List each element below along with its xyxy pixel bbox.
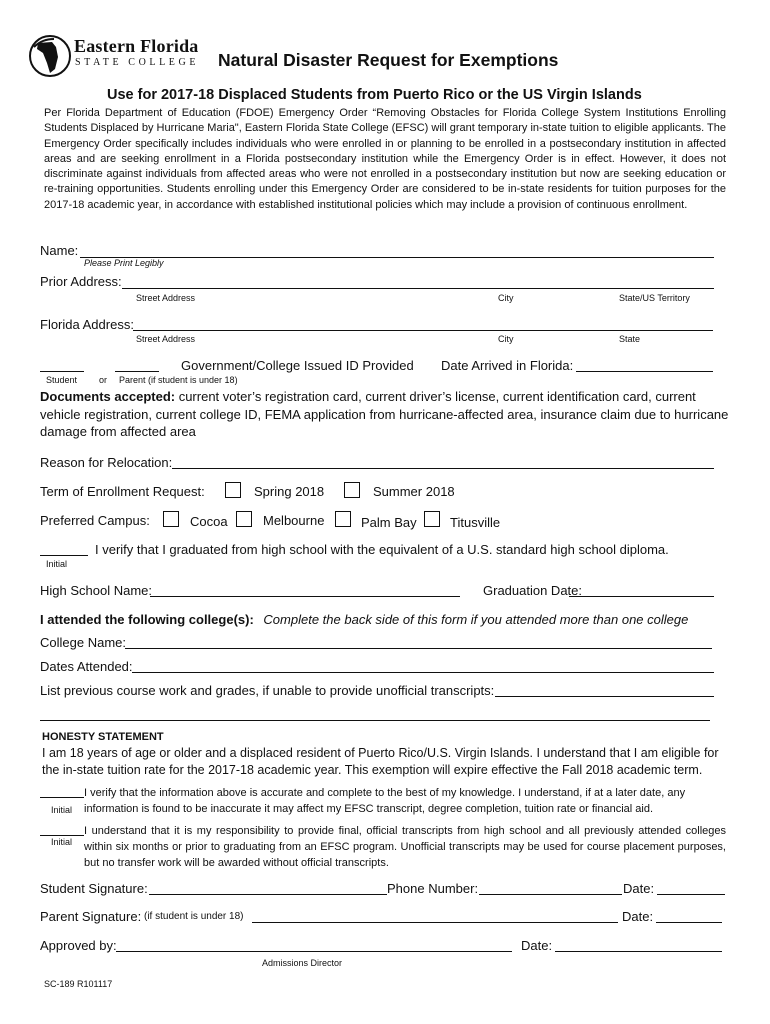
college-name-label: College Name:: [40, 635, 126, 650]
hs-initial-field[interactable]: [40, 555, 88, 556]
accuracy-statement: I verify that the information above is accurate and complete to the best of my knowledge. I understand, if at a later date, any information is found to be inaccurate it may affect my EFSC transcript, degree completion, tuition rate or financial aid.: [84, 787, 686, 815]
dates-attended-field[interactable]: [132, 672, 714, 673]
titusville-checkbox[interactable]: [424, 511, 440, 527]
melbourne-checkbox[interactable]: [236, 511, 252, 527]
student-signature-field[interactable]: [149, 894, 387, 895]
logo-name: Eastern Florida: [74, 36, 199, 56]
approved-date-field[interactable]: [555, 951, 722, 952]
term-label: Term of Enrollment Request:: [40, 484, 205, 499]
intro-paragraph: Per Florida Department of Education (FDOE) Emergency Order “Removing Obstacles for Florida College System Institutions Enrolling Students Displaced by Hurricane Maria", Eastern Florida State College (EFSC) will grant temporary in-state tuition to eligible applicants. The Emergency Order specifically includes individuals who were enrolled in or planning to be enrolled in a postsecondary institution in affected areas and are seeking enrollment in a Florida postsecondary institution while the Emergency Order is in effect. However, it does not discriminate against individuals from affected areas who were not enrolled in a postsecondary institution but now are seeking education or re-training opportunities. Students enrolling under this Emergency Order are considered to be in-state residents for tuition purposes for the 2017-18 academic year, in accordance with established institutional policies which may include a provision of continuous enrollment.: [44, 107, 726, 211]
titusville-label: Titusville: [450, 515, 501, 530]
honesty-heading: HONESTY STATEMENT: [42, 731, 164, 743]
parent-caption: Parent (if student is under 18): [119, 375, 238, 385]
student-initial-field[interactable]: [40, 371, 84, 372]
college-name-field[interactable]: [125, 648, 712, 649]
prior-street-caption: Street Address: [136, 293, 196, 303]
page-subtitle: Use for 2017-18 Displaced Students from Puerto Rico or the US Virgin Islands: [107, 87, 642, 103]
florida-street-caption: Street Address: [136, 334, 196, 344]
date-arrived-label: Date Arrived in Florida:: [441, 358, 574, 373]
date-arrived-field[interactable]: [576, 371, 713, 372]
florida-address-field[interactable]: [133, 330, 713, 331]
course-work-label: List previous course work and grades, if unable to provide unofficial transcripts:: [40, 683, 495, 698]
florida-logo-icon: [28, 33, 74, 79]
florida-address-label: Florida Address:: [40, 317, 134, 332]
or-caption: or: [99, 375, 108, 385]
page-title: Natural Disaster Request for Exemptions: [218, 50, 559, 70]
prior-city-caption: City: [498, 293, 514, 303]
student-date-field[interactable]: [657, 894, 725, 895]
hs-initial-caption: Initial: [46, 559, 68, 569]
transcript-initial-caption: Initial: [51, 837, 73, 847]
transcript-initial-field[interactable]: [40, 835, 84, 836]
documents-accepted: [40, 388, 730, 441]
attended-label: I attended the following college(s):: [40, 612, 254, 627]
palm-bay-label: Palm Bay: [361, 515, 417, 530]
name-label: Name:: [40, 243, 79, 258]
approved-by-field[interactable]: [116, 951, 512, 952]
phone-number-label: Phone Number:: [387, 881, 479, 896]
name-hint: Please Print Legibly: [84, 258, 164, 268]
phone-number-field[interactable]: [479, 894, 622, 895]
graduation-date-field[interactable]: [569, 596, 714, 597]
accuracy-initial-caption: Initial: [51, 805, 73, 815]
admissions-director-caption: Admissions Director: [262, 958, 343, 968]
prior-address-label: Prior Address:: [40, 274, 122, 289]
parent-initial-field[interactable]: [115, 371, 159, 372]
course-work-field[interactable]: [495, 696, 714, 697]
dates-attended-label: Dates Attended:: [40, 659, 133, 674]
reason-label: Reason for Relocation:: [40, 455, 173, 470]
student-date-label: Date:: [623, 881, 655, 896]
campus-label: Preferred Campus:: [40, 513, 150, 528]
name-field[interactable]: [80, 257, 714, 258]
melbourne-label: Melbourne: [263, 513, 325, 528]
documents-heading: Documents accepted:: [40, 389, 176, 404]
cocoa-checkbox[interactable]: [163, 511, 179, 527]
approved-by-label: Approved by:: [40, 938, 117, 953]
prior-address-field[interactable]: [122, 288, 714, 289]
accuracy-initial-field[interactable]: [40, 797, 84, 798]
florida-state-caption: State: [619, 334, 641, 344]
spring-2018-label: Spring 2018: [254, 484, 325, 499]
id-provided-label: Government/College Issued ID Provided: [181, 358, 414, 373]
hs-verify-text: I verify that I graduated from high school with the equivalent of a U.S. standard high school diploma.: [95, 542, 669, 557]
graduation-date-label: Graduation Date:: [483, 583, 583, 598]
transcript-statement: I understand that it is my responsibility to provide final, official transcripts from high school and all previously attended colleges within six months or prior to graduating from an EFSC program. Unofficial transcripts may be used for course placement purposes, but no transfer work will be awarded without official transcripts.: [84, 825, 726, 869]
form-code: SC-189 R101117: [44, 979, 113, 989]
palm-bay-checkbox[interactable]: [335, 511, 351, 527]
approved-date-label: Date:: [521, 938, 553, 953]
logo-subname: STATE COLLEGE: [75, 57, 200, 68]
hs-name-label: High School Name:: [40, 583, 152, 598]
honesty-text: I am 18 years of age or older and a displaced resident of Puerto Rico/U.S. Virgin Islands. I understand that I am eligible for the in-state tuition rate for the 2017-18 academic year. This exemption will expire effective the Fall 2018 academic term.: [42, 746, 719, 777]
summer-2018-checkbox[interactable]: [344, 482, 360, 498]
reason-field[interactable]: [172, 468, 714, 469]
summer-2018-label: Summer 2018: [373, 484, 455, 499]
student-signature-label: Student Signature:: [40, 881, 148, 896]
documents-text: current voter’s registration card, current driver’s license, current identification card, current vehicle registration, current college ID, FEMA application from hurricane-affected area, insurance claim due to hurricane damage from affected area: [40, 389, 729, 439]
college-logo: [28, 33, 208, 79]
parent-date-label: Date:: [622, 909, 654, 924]
prior-state-caption: State/US Territory: [619, 293, 690, 303]
cocoa-label: Cocoa: [190, 514, 228, 529]
parent-signature-note: (if student is under 18): [144, 911, 244, 922]
course-work-field-2[interactable]: [40, 720, 710, 721]
parent-signature-field[interactable]: [252, 922, 618, 923]
hs-name-field[interactable]: [150, 596, 460, 597]
florida-city-caption: City: [498, 334, 514, 344]
parent-signature-label: Parent Signature:: [40, 909, 142, 924]
attended-note: Complete the back side of this form if you attended more than one college: [263, 612, 689, 627]
student-caption: Student: [46, 375, 78, 385]
parent-date-field[interactable]: [656, 922, 722, 923]
attended-heading: [40, 612, 688, 627]
spring-2018-checkbox[interactable]: [225, 482, 241, 498]
